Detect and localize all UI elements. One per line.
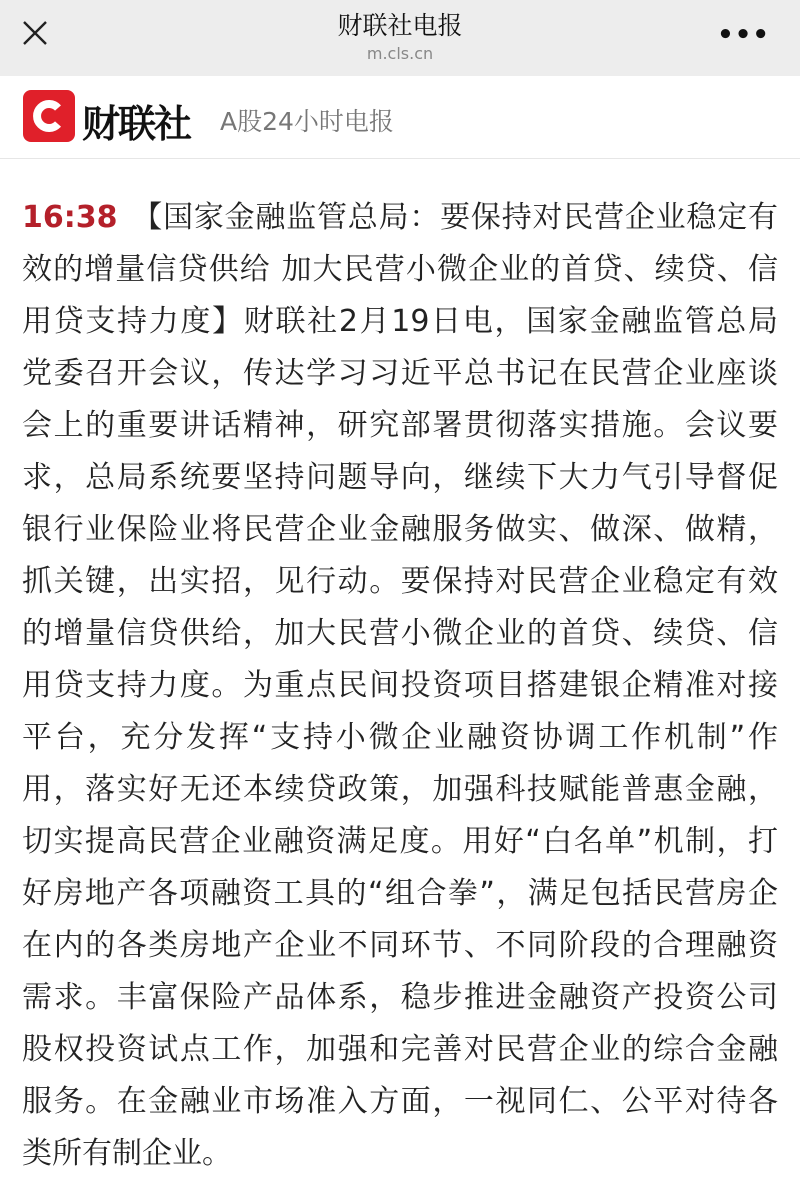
- article-line: [22, 868, 778, 920]
- article-line-text: 抓关键，出实招，见行动。要保持对民营企业稳定有效: [22, 564, 778, 599]
- article-line-text: 服务。在金融业市场准入方面，一视同仁、公平对待各: [22, 1084, 778, 1119]
- article-line: [22, 296, 778, 348]
- top-bar: [0, 0, 800, 76]
- article-line-text: 平台，充分发挥“支持小微企业融资协调工作机制”作: [22, 720, 778, 755]
- article-line: [22, 348, 778, 400]
- article-line-text: 在内的各类房地产企业不同环节、不同阶段的合理融资: [22, 928, 778, 963]
- article-line: [22, 1128, 778, 1180]
- article-line: [22, 452, 778, 504]
- article-line: [22, 764, 778, 816]
- article-line-text: 切实提高民营企业融资满足度。用好“白名单”机制，打: [22, 824, 778, 859]
- article-line-text: 类所有制企业。: [22, 1136, 232, 1171]
- logo-text: 财联社: [82, 102, 191, 146]
- article-line: [22, 712, 778, 764]
- article-line-text: 好房地产各项融资工具的“组合拳”，满足包括民营房企: [22, 876, 778, 911]
- brand-header: [0, 76, 800, 159]
- article-line-text: 求，总局系统要坚持问题导向，继续下大力气引导督促: [22, 460, 778, 495]
- article-line-text: 用，落实好无还本续贷政策，加强科技赋能普惠金融，: [22, 772, 778, 807]
- page-domain: m.cls.cn: [366, 44, 434, 63]
- article-line: [22, 972, 778, 1024]
- article-line-text: 会上的重要讲话精神，研究部署贯彻落实措施。会议要: [22, 408, 778, 443]
- article-line: [22, 400, 778, 452]
- article-line-text: 用贷支持力度】财联社2月19日电，国家金融监管总局: [22, 304, 778, 339]
- article-line-text: 需求。丰富保险产品体系，稳步推进金融资产投资公司: [22, 980, 778, 1015]
- article-line: [22, 608, 778, 660]
- article-line-text: 效的增量信贷供给 加大民营小微企业的首贷、续贷、信: [22, 252, 778, 287]
- article-line-text: 党委召开会议，传达学习习近平总书记在民营企业座谈: [22, 356, 778, 391]
- news-time: 16:38: [22, 200, 118, 235]
- article-line: [22, 660, 778, 712]
- article-line: [22, 920, 778, 972]
- article-line-text: 用贷支持力度。为重点民间投资项目搭建银企精准对接: [22, 668, 778, 703]
- article-line-text: 【国家金融监管总局：要保持对民营企业稳定有: [131, 200, 778, 235]
- article-line: [22, 244, 778, 296]
- article-line: [22, 1024, 778, 1076]
- article-line-text: 股权投资试点工作，加强和完善对民营企业的综合金融: [22, 1032, 778, 1067]
- article-line: [22, 504, 778, 556]
- article-line: [22, 1076, 778, 1128]
- cls-logo-icon: [23, 90, 75, 142]
- article-line: [22, 556, 778, 608]
- news-article: [22, 192, 778, 1180]
- page-title: 财联社电报: [337, 11, 463, 40]
- article-line-text: 银行业保险业将民营企业金融服务做实、做深、做精，: [22, 512, 778, 547]
- article-line-text: 的增量信贷供给，加大民营小微企业的首贷、续贷、信: [22, 616, 778, 651]
- tagline: A股24小时电报: [220, 107, 394, 136]
- article-line: [22, 816, 778, 868]
- article-line: [22, 192, 778, 244]
- more-icon[interactable]: •••: [717, 20, 770, 50]
